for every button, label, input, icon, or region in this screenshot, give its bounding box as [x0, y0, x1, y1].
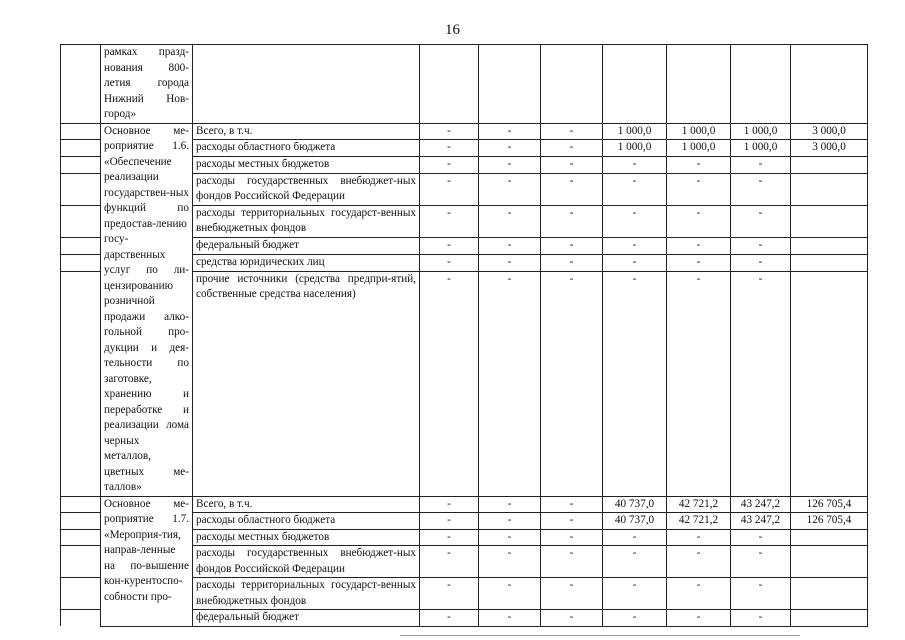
value-cell: - — [541, 173, 603, 205]
value-cell: - — [420, 610, 479, 627]
blank-cell — [61, 205, 101, 237]
value-cell: - — [731, 173, 791, 205]
value-cell: 3 000,0 — [791, 140, 868, 157]
value-cell: - — [667, 173, 731, 205]
blank-cell — [61, 238, 101, 255]
value-cell: - — [667, 238, 731, 255]
value-cell: - — [603, 610, 667, 627]
value-cell: - — [420, 205, 479, 237]
source-cell: прочие источники (средства предпри-ятий, собственные средства населения) — [193, 271, 420, 496]
page-edge-line — [400, 635, 800, 636]
blank-cell — [61, 271, 101, 496]
value-cell: - — [603, 271, 667, 496]
blank-cell — [61, 610, 101, 627]
value-cell: - — [731, 205, 791, 237]
source-cell: расходы территориальных государст-венных внебюджетных фондов — [193, 578, 420, 610]
value-cell: - — [420, 173, 479, 205]
value-cell — [791, 238, 868, 255]
value-cell — [791, 271, 868, 496]
value-cell — [791, 255, 868, 272]
measure-cell: Основное ме-роприятие 1.6. «Обеспечение реализации государствен-ных функций по предостав-лению госу-дарственных услуг по ли-цензированию розничной продажи алко-гольной про-дукции и дея-тельности по заготовке, хранению и переработке и реализации лома черных металлов, цветных ме-таллов» — [101, 123, 193, 496]
value-cell: - — [541, 610, 603, 627]
value-cell: - — [541, 271, 603, 496]
source-cell: средства юридических лиц — [193, 255, 420, 272]
value-cell — [791, 173, 868, 205]
value-cell: - — [420, 271, 479, 496]
source-cell: Всего, в т.ч. — [193, 496, 420, 513]
table-row — [61, 496, 868, 513]
value-cell: - — [541, 513, 603, 530]
value-cell: - — [420, 496, 479, 513]
blank-cell — [61, 578, 101, 610]
source-cell: расходы государственных внебюджет-ных фондов Российской Федерации — [193, 173, 420, 205]
value-cell: - — [731, 546, 791, 578]
value-cell: - — [479, 546, 541, 578]
value-cell — [791, 45, 868, 124]
value-cell: - — [541, 255, 603, 272]
blank-cell — [61, 123, 101, 140]
value-cell: - — [541, 238, 603, 255]
value-cell: - — [479, 156, 541, 173]
value-cell: 126 705,4 — [791, 513, 868, 530]
value-cell — [791, 546, 868, 578]
value-cell: - — [603, 238, 667, 255]
source-cell: федеральный бюджет — [193, 238, 420, 255]
value-cell: - — [479, 123, 541, 140]
value-cell: - — [479, 578, 541, 610]
source-cell: расходы областного бюджета — [193, 140, 420, 157]
blank-cell — [61, 255, 101, 272]
measure-cell: Основное ме-роприятие 1.7. «Мероприя-тия, направ-ленные на по-вышение кон-курентоспо-собности про- — [101, 496, 193, 626]
value-cell: - — [420, 529, 479, 546]
blank-cell — [61, 156, 101, 173]
value-cell: - — [420, 140, 479, 157]
blank-cell — [61, 529, 101, 546]
value-cell: - — [479, 529, 541, 546]
value-cell: - — [603, 255, 667, 272]
value-cell: - — [667, 578, 731, 610]
blank-cell — [61, 496, 101, 513]
source-cell: расходы областного бюджета — [193, 513, 420, 530]
blank-cell — [61, 45, 101, 124]
value-cell: - — [603, 546, 667, 578]
value-cell: 1 000,0 — [731, 123, 791, 140]
value-cell — [541, 45, 603, 124]
value-cell: 1 000,0 — [667, 140, 731, 157]
value-cell: - — [667, 255, 731, 272]
value-cell: - — [541, 529, 603, 546]
value-cell: - — [667, 529, 731, 546]
value-cell — [603, 45, 667, 124]
value-cell: - — [479, 271, 541, 496]
value-cell — [791, 156, 868, 173]
measure-cell: рамках празд-нования 800-летия города Нижний Нов-город» — [101, 45, 193, 124]
value-cell: 1 000,0 — [603, 123, 667, 140]
value-cell: - — [603, 529, 667, 546]
source-cell: расходы государственных внебюджет-ных фондов Российской Федерации — [193, 546, 420, 578]
blank-cell — [61, 173, 101, 205]
source-cell — [193, 45, 420, 124]
source-cell: расходы местных бюджетов — [193, 529, 420, 546]
value-cell: 1 000,0 — [667, 123, 731, 140]
value-cell: - — [731, 271, 791, 496]
value-cell: - — [603, 173, 667, 205]
value-cell: - — [479, 140, 541, 157]
value-cell: - — [667, 610, 731, 627]
blank-cell — [61, 513, 101, 530]
value-cell: - — [479, 255, 541, 272]
value-cell: - — [731, 578, 791, 610]
value-cell: - — [479, 610, 541, 627]
value-cell: - — [541, 123, 603, 140]
value-cell: - — [420, 238, 479, 255]
value-cell: - — [541, 546, 603, 578]
value-cell: 42 721,2 — [667, 513, 731, 530]
value-cell: - — [479, 205, 541, 237]
value-cell — [667, 45, 731, 124]
table-row — [61, 123, 868, 140]
value-cell: - — [731, 529, 791, 546]
value-cell: 40 737,0 — [603, 496, 667, 513]
value-cell: - — [667, 205, 731, 237]
value-cell: - — [667, 546, 731, 578]
value-cell: - — [541, 140, 603, 157]
value-cell — [791, 529, 868, 546]
source-cell: расходы местных бюджетов — [193, 156, 420, 173]
value-cell: 3 000,0 — [791, 123, 868, 140]
value-cell — [420, 45, 479, 124]
value-cell: 126 705,4 — [791, 496, 868, 513]
value-cell — [791, 578, 868, 610]
value-cell: 43 247,2 — [731, 496, 791, 513]
source-cell: расходы территориальных государст-венных внебюджетных фондов — [193, 205, 420, 237]
source-cell: федеральный бюджет — [193, 610, 420, 627]
value-cell: - — [731, 610, 791, 627]
value-cell: - — [420, 123, 479, 140]
blank-cell — [61, 140, 101, 157]
value-cell: - — [541, 578, 603, 610]
value-cell: - — [541, 205, 603, 237]
value-cell: - — [479, 238, 541, 255]
value-cell: - — [420, 578, 479, 610]
value-cell: 42 721,2 — [667, 496, 731, 513]
value-cell: - — [667, 271, 731, 496]
value-cell: 1 000,0 — [603, 140, 667, 157]
page-number: 16 — [445, 22, 460, 38]
value-cell — [731, 45, 791, 124]
value-cell: - — [731, 255, 791, 272]
continuation-row — [61, 45, 868, 124]
value-cell: - — [667, 156, 731, 173]
budget-table-body — [61, 45, 868, 627]
value-cell: - — [479, 513, 541, 530]
value-cell: 40 737,0 — [603, 513, 667, 530]
value-cell: - — [731, 156, 791, 173]
value-cell: - — [420, 546, 479, 578]
value-cell: 43 247,2 — [731, 513, 791, 530]
value-cell: - — [420, 156, 479, 173]
value-cell: - — [603, 578, 667, 610]
budget-table — [60, 44, 868, 627]
value-cell: - — [541, 156, 603, 173]
value-cell: - — [420, 255, 479, 272]
value-cell: - — [731, 238, 791, 255]
value-cell: - — [603, 156, 667, 173]
blank-cell — [61, 546, 101, 578]
value-cell: - — [603, 205, 667, 237]
value-cell: - — [479, 496, 541, 513]
value-cell: - — [479, 173, 541, 205]
source-cell: Всего, в т.ч. — [193, 123, 420, 140]
value-cell — [791, 205, 868, 237]
value-cell: 1 000,0 — [731, 140, 791, 157]
value-cell — [479, 45, 541, 124]
value-cell — [791, 610, 868, 627]
value-cell: - — [541, 496, 603, 513]
value-cell: - — [420, 513, 479, 530]
